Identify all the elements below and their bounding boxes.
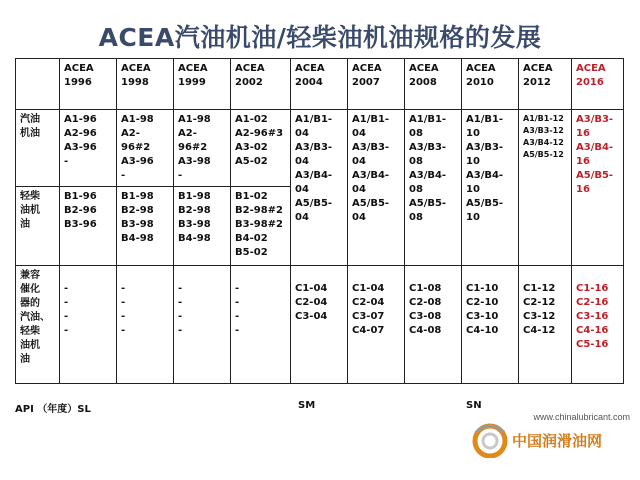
cell-combined-2016: A3/B3-16 A3/B4-16 A5/B5-16 xyxy=(572,110,624,266)
footer-api-sn: SN xyxy=(466,400,482,411)
cell-compatible-2016: C1-16 C2-16 C3-16 C4-16 C5-16 xyxy=(572,266,624,384)
header-acea-1999: ACEA 1999 xyxy=(174,59,231,110)
header-acea-2007: ACEA 2007 xyxy=(348,59,405,110)
header-acea-2002: ACEA 2002 xyxy=(231,59,291,110)
cell-compatible-2007: C1-04 C2-04 C3-07 C4-07 xyxy=(348,266,405,384)
footer-api-sl: API （年度）SL xyxy=(15,404,91,415)
header-acea-2012: ACEA 2012 xyxy=(519,59,572,110)
cell-diesel-1996: B1-96 B2-96 B3-96 xyxy=(60,187,117,266)
oil-drop-logo-icon xyxy=(472,422,508,458)
cell-compatible-1999: - - - - xyxy=(174,266,231,384)
header-acea-1998: ACEA 1998 xyxy=(117,59,174,110)
cell-diesel-1999: B1-98 B2-98 B3-98 B4-98 xyxy=(174,187,231,266)
cell-combined-2010: A1/B1-10 A3/B3-10 A3/B4-10 A5/B5-10 xyxy=(462,110,519,266)
compatible-row xyxy=(16,266,624,384)
header-acea-2016: ACEA 2016 xyxy=(572,59,624,110)
logo-url: www.chinalubricant.com xyxy=(533,412,630,422)
cell-diesel-2002: B1-02 B2-98#2 B3-98#2 B4-02 B5-02 xyxy=(231,187,291,266)
cell-compatible-2012: C1-12 C2-12 C3-12 C4-12 xyxy=(519,266,572,384)
cell-compatible-2004: C1-04 C2-04 C3-04 xyxy=(291,266,348,384)
cell-combined-2004: A1/B1-04 A3/B3-04 A3/B4-04 A5/B5-04 xyxy=(291,110,348,266)
gasoline-row xyxy=(16,110,624,187)
cell-compatible-2008: C1-08 C2-08 C3-08 C4-08 xyxy=(405,266,462,384)
header-acea-2008: ACEA 2008 xyxy=(405,59,462,110)
header-corner xyxy=(16,59,60,110)
row-label-diesel: 轻柴 油机 油 xyxy=(16,187,60,266)
header-acea-2010: ACEA 2010 xyxy=(462,59,519,110)
footer-api-sm: SM xyxy=(298,400,316,411)
header-row xyxy=(16,59,624,110)
header-acea-1996: ACEA 1996 xyxy=(60,59,117,110)
row-label-compatible: 兼容 催化 器的 汽油、 轻柴 油机 油 xyxy=(16,266,60,384)
cell-compatible-1998: - - - - xyxy=(117,266,174,384)
cell-compatible-2002: - - - - xyxy=(231,266,291,384)
cell-gasoline-2002: A1-02 A2-96#3 A3-02 A5-02 xyxy=(231,110,291,187)
cell-combined-2007: A1/B1-04 A3/B3-04 A3/B4-04 A5/B5-04 xyxy=(348,110,405,266)
page-title: ACEA汽油机油/轻柴油机油规格的发展 xyxy=(98,23,542,52)
cell-gasoline-1999: A1-98 A2-96#2 A3-98 - xyxy=(174,110,231,187)
acea-spec-table xyxy=(15,58,624,384)
row-label-gasoline: 汽油 机油 xyxy=(16,110,60,187)
header-acea-2004: ACEA 2004 xyxy=(291,59,348,110)
cell-gasoline-1996: A1-96 A2-96 A3-96 - xyxy=(60,110,117,187)
cell-diesel-1998: B1-98 B2-98 B3-98 B4-98 xyxy=(117,187,174,266)
cell-compatible-2010: C1-10 C2-10 C3-10 C4-10 xyxy=(462,266,519,384)
cell-combined-2008: A1/B1-08 A3/B3-08 A3/B4-08 A5/B5-08 xyxy=(405,110,462,266)
logo-name: 中国润滑油网 xyxy=(512,432,603,450)
cell-gasoline-1998: A1-98 A2-96#2 A3-96 - xyxy=(117,110,174,187)
site-logo xyxy=(470,412,630,467)
cell-compatible-1996: - - - - xyxy=(60,266,117,384)
cell-combined-2012: A1/B1-12 A3/B3-12 A3/B4-12 A5/B5-12 xyxy=(519,110,572,266)
